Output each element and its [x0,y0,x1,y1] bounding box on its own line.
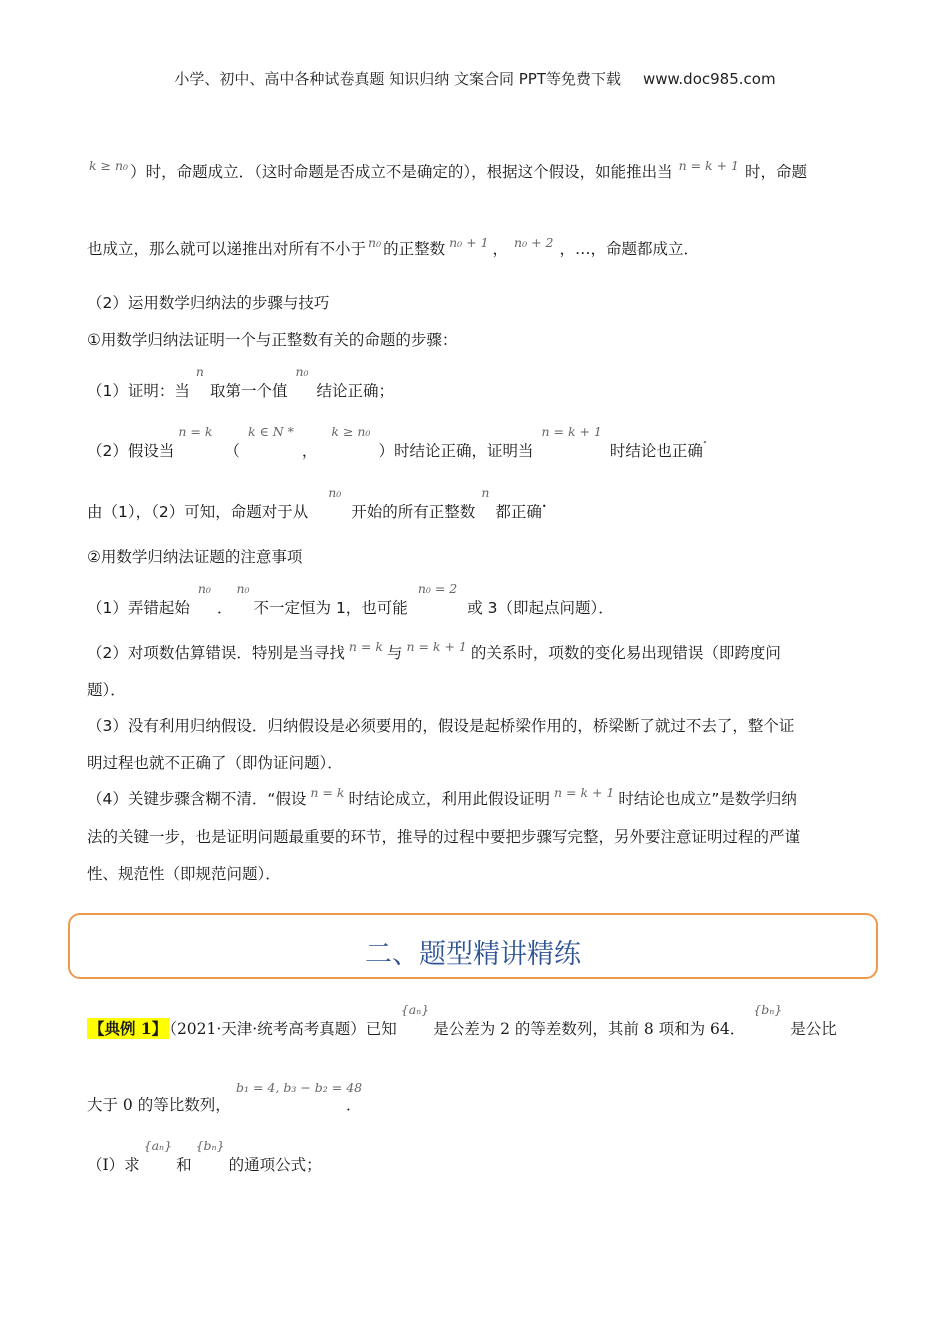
math-seq-a: {aₙ} [400,1002,430,1017]
subheading-notes: ②用数学归纳法证题的注意事项 [87,548,303,566]
note-hypothesis-line2: 明过程也就不正确了（即伪证问题）． [87,754,343,772]
example-1-line2: 大于 0 的等比数列， [87,1096,231,1114]
example-1-period: ． [346,1096,362,1114]
math-n-eq-k: n = k [178,424,213,439]
math-n0: n₀ [197,581,211,596]
math-k-ge-n0: k ≥ n₀ [89,158,129,173]
paragraph-conclusion: 也成立，那么就可以递推出对所有不小于 $^{n_0}$ 的正整数 $^{n_0 + 1}$ ， $^{n_0 + 2}$ ，…，命题都成立． [87,235,699,258]
math-n0-plus-2: n₀ + 2 [514,235,554,250]
math-seq-a: {aₙ} [143,1138,173,1153]
math-n-eq-k: n = k [310,785,345,800]
math-n0: n₀ [236,581,250,596]
subheading-steps-and-tips: （2）运用数学归纳法的步骤与技巧 [87,294,330,312]
example-tag: 【典例 1】 [89,1019,168,1038]
note-key-step-line3: 性、规范性（即规范问题）． [87,865,281,883]
math-k-in-n-star: k ∈ N * [247,424,294,439]
math-n-eq-k-plus-1: n = k + 1 [678,158,739,173]
math-n0: n₀ [368,235,382,250]
math-seq-b: {bₙ} [753,1002,783,1017]
math-k-ge-n0: k ≥ n₀ [331,424,371,439]
step-base-case: （1）证明：当$^n$取第一个值$^{n_0}$结论正确； [87,364,395,400]
section-title: 二、题型精讲精练 [365,939,581,970]
math-n: n [195,364,204,379]
note-starting-value: （1）弄错起始$^{n_0}$．$^{n_0}$不一定恒为 1，也可能$^{n_0 = 2}$或 3（即起点问题）． [87,581,614,617]
note-key-step-line1: （4）关键步骤含糊不清．“假设 $^{n = k}$ 时结论成立，利用此假设证明 $^{n = k + 1}$ 时结论也成立”是数学归纳 [87,785,797,808]
note-hypothesis-line1: （3）没有利用归纳假设．归纳假设是必须要用的，假设是起桥梁作用的，桥梁断了就过不去了，整个证 [87,717,795,735]
note-key-step-line2: 法的关键一步，也是证明问题最重要的环节，推导的过程中要把步骤写完整，另外要注意证明过程的严谨 [87,828,801,846]
header-site: www.doc985.com [642,70,776,88]
math-n-eq-k: n = k [348,639,383,654]
math-n0-plus-1: n₀ + 1 [449,235,489,250]
note-term-count-cont: 题）． [87,681,126,699]
section-header-box [68,913,878,979]
step-inductive: （2）假设当$^{n = k}$（$^{k \in N *}$，$^{k \ge n_0}$）时结论正确，证明当$^{n = k + 1}$时结论也正确˚ [87,424,707,460]
page-header [0,68,950,89]
math-n-eq-k-plus-1: n = k + 1 [406,639,467,654]
note-term-count: （2）对项数估算错误．特别是当寻找 $^{n = k}$ 与 $^{n = k + 1}$ 的关系时，项数的变化易出现错误（即跨度问 [87,639,781,662]
math-n-eq-k-plus-1: n = k + 1 [541,424,602,439]
paragraph-induction-hypothesis: $^{k \ge n_0}$ ）时，命题成立．（这时命题是否成立不是确定的），根据这个假设，如能推出当 $^{n = k + 1}$ 时，命题 [89,158,808,181]
step-conclusion: 由（1），（2）可知，命题对于从$^{n_0}$开始的所有正整数$^n$都正确• [87,485,547,521]
math-n0: n₀ [328,485,342,500]
subheading-proof-steps: ①用数学归纳法证明一个与正整数有关的命题的步骤： [87,331,458,349]
math-n0-eq-2: n₀ = 2 [417,581,458,596]
math-n0: n₀ [295,364,309,379]
math-seq-b: {bₙ} [195,1138,225,1153]
header-text: 小学、初中、高中各种试卷真题 知识归纳 文案合同 PPT等免费下载 [174,70,621,88]
math-n: n [481,485,490,500]
question-1: （I）求$^{\{a_n\}}$和$^{\{b_n\}}$的通项公式； [87,1138,322,1174]
math-b1-b3-b2: b₁ = 4, b₃ − b₂ = 48 [236,1080,363,1095]
math-n-eq-k-plus-1: n = k + 1 [553,785,615,800]
example-1-line1: 【典例 1】 （2021·天津·统考高考真题）已知$^{\{a_n\}}$是公差为 2 的等差数列，其前 8 项和为 64．$^{\{b_n\}}$是公比 [89,1002,837,1038]
